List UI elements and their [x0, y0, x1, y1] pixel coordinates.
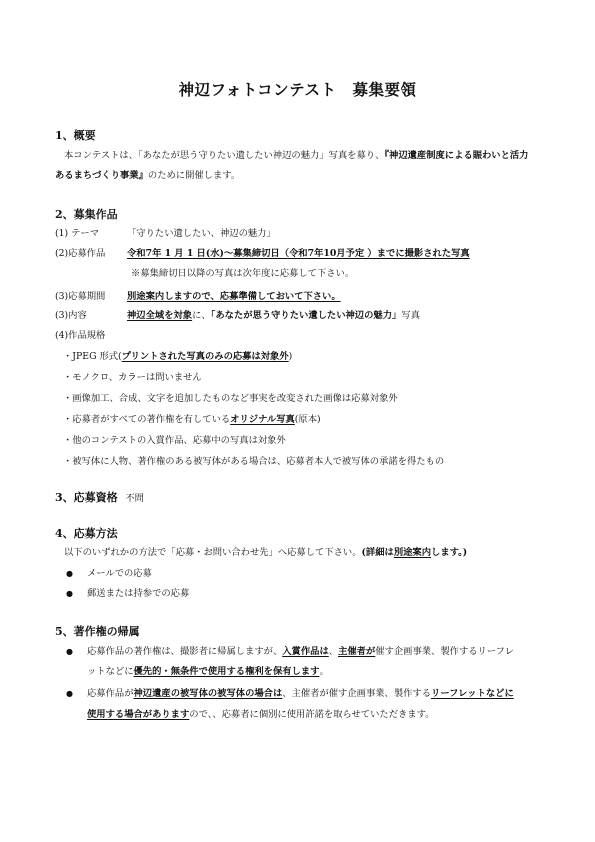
spec-item-2: ・モノクロ、カラーは問いません	[63, 372, 202, 383]
copyright-p2-permission: ので、、応募者に個別に使用許諾を取らせていただきます。	[189, 709, 435, 720]
spec-item-4	[63, 414, 321, 426]
section-method-heading: 4、応募方法	[55, 527, 118, 540]
copyright-p2-organizer: 、主催者が催す企画事業、製作する	[282, 688, 432, 699]
bullet-icon: ●	[66, 689, 73, 698]
bullet-icon: ●	[66, 647, 73, 656]
section-copyright-heading: 5、著作権の帰属	[55, 625, 140, 638]
copyright-para-2-line-2	[87, 709, 434, 721]
method-intro	[64, 547, 467, 559]
copyright-p1-comma: 、	[328, 646, 339, 657]
spec-item-4-note: (原本)	[294, 414, 321, 425]
spec-item-1	[63, 351, 292, 363]
theme-value: 「守りたい遺したい、神辺の魅力」	[127, 228, 276, 239]
page-title: 神辺フォトコンテスト 募集要領	[178, 80, 417, 99]
bullet-icon: ●	[66, 569, 73, 578]
section-works-heading: 2、募集作品	[55, 208, 118, 221]
copyright-para-1-line-2	[87, 666, 329, 678]
period-label: (3)応募期間	[55, 291, 106, 302]
method-detail-close: します。)	[431, 547, 468, 558]
overview-project-name-2: あるまちづくり事業』	[55, 170, 148, 181]
works-label: (2)応募作品	[55, 248, 106, 259]
method-item-email: メールでの応募	[87, 568, 152, 579]
spec-item-1-close: )	[288, 351, 293, 362]
copyright-p1-winners: 入賞作品は	[282, 646, 329, 657]
section-eligibility-heading	[55, 491, 144, 505]
method-intro-text: 以下のいずれかの方法で「応募・お問い合わせ先」へ応募して下さい。	[64, 547, 362, 558]
works-value: 令和7年 1 月 1 日(水)～募集締切日（令和7年10月予定 ）までに撮影された写真	[127, 248, 470, 259]
content-label: (3)内容	[55, 310, 87, 321]
content-theme: 「あなたが思う守りたい遺したい神辺の魅力」	[210, 310, 402, 321]
content-text: に、	[192, 310, 211, 321]
overview-line-2	[55, 170, 240, 182]
spec-label: (4)作品規格	[55, 330, 106, 341]
copyright-para-2-line-1	[87, 688, 514, 700]
overview-project-name-1: 『神辺遺産制度による賑わいと活力	[384, 150, 529, 161]
overview-line-1	[64, 150, 528, 162]
section-overview-heading: 1、概要	[55, 129, 96, 142]
spec-item-4-original: オリジナル写真	[230, 414, 295, 425]
eligibility-value: 不問	[125, 493, 144, 504]
copyright-p1-end: 。	[319, 666, 329, 677]
spec-item-5: ・他のコンテストの入賞作品、応募中の写真は対象外	[63, 435, 286, 446]
period-value: 別途案内しますので、応募準備しておいて下さい。	[127, 291, 341, 302]
copyright-p1-organizer: 主催者が	[338, 646, 376, 657]
copyright-para-1-line-1	[87, 646, 514, 658]
eligibility-heading-text: 3、応募資格	[55, 491, 118, 504]
method-item-mail: 郵送または持参での応募	[87, 588, 190, 599]
content-line	[127, 310, 420, 322]
spec-item-1-text: ・JPEG 形式(	[63, 351, 122, 362]
content-photo: 写真	[401, 310, 420, 321]
spec-item-1-exclusion: プリントされた写真のみの応募は対象外	[121, 351, 289, 362]
spec-item-6: ・被写体に人物、著作権のある被写体がある場合は、応募者本人で被写体の承諾を得たもの	[63, 456, 445, 467]
copyright-p2-leaflet: リーフレットなどに	[431, 688, 514, 699]
overview-text-2: のために開催します。	[147, 170, 241, 181]
copyright-p1-rights: 優先的・無条件で使用する権利を保有します	[133, 666, 320, 677]
spec-item-4-text: ・応募者がすべての著作権を有している	[63, 414, 231, 425]
overview-text-1: 本コンテストは、「あなたが思う守りたい遺したい神辺の魅力」写真を募り、	[64, 150, 385, 161]
copyright-p1-text: 応募作品の著作権は、撮影者に帰属しますが、	[87, 646, 283, 657]
method-detail-separate: 別途案内	[393, 547, 432, 558]
copyright-p2-text: 応募作品が	[87, 688, 134, 699]
spec-item-3: ・画像加工、合成、文字を追加したものなど事実を改変された画像は応募対象外	[63, 393, 398, 404]
copyright-p2-heritage: 神辺遺産の被写体の被写体の場合は	[133, 688, 283, 699]
theme-label: (1) テーマ	[55, 228, 100, 239]
copyright-p1-leaflet: ットなどに	[87, 666, 134, 677]
copyright-p1-events: 催す企画事業、製作するリーフレ	[375, 646, 514, 657]
works-note: ※募集締切日以降の写真は次年度に応募して下さい。	[131, 268, 355, 279]
content-scope: 神辺全域を対象	[127, 310, 193, 321]
copyright-p2-may-use: 使用する場合があります	[87, 709, 190, 720]
bullet-icon: ●	[66, 589, 73, 598]
method-detail-open: (詳細は	[361, 547, 394, 558]
